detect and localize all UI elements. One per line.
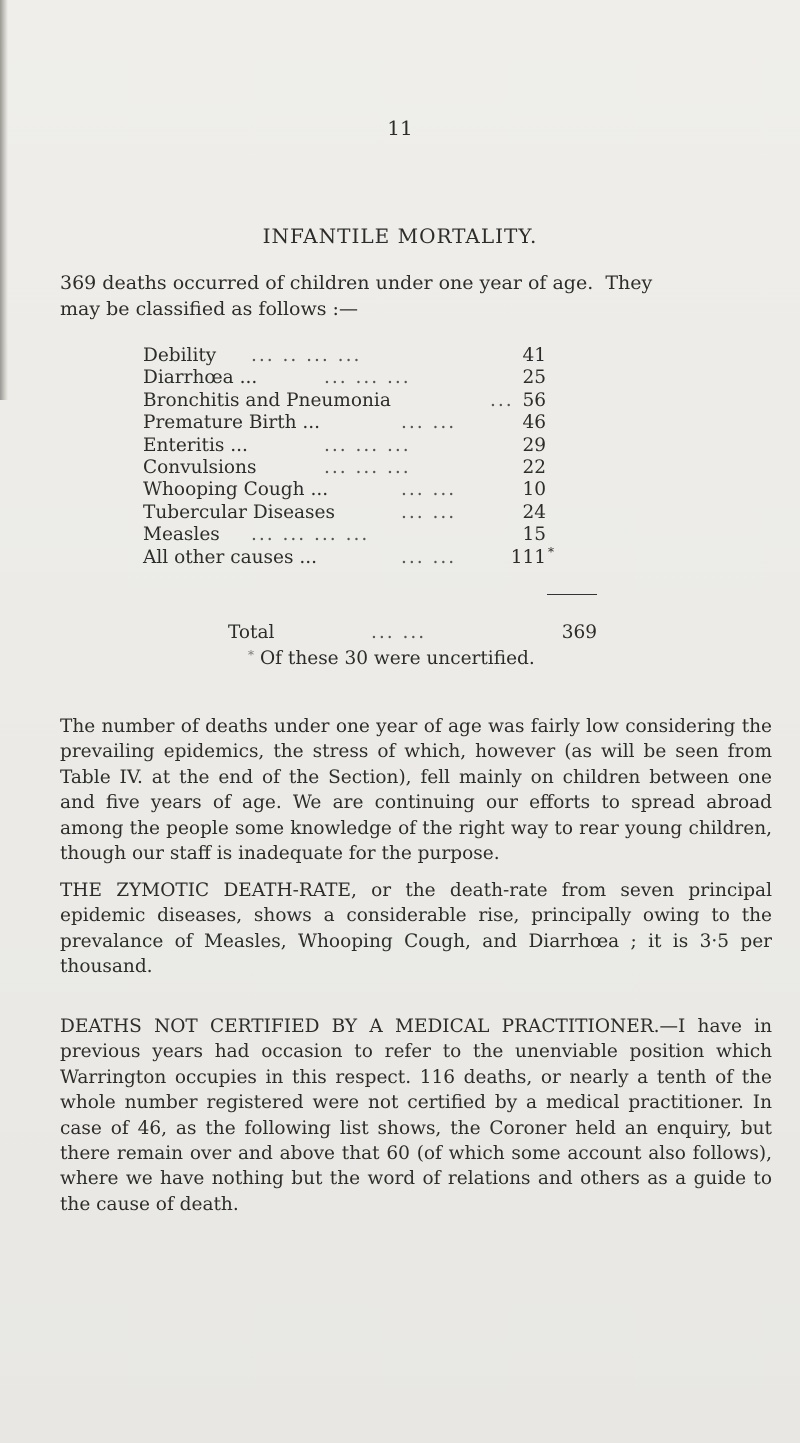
leader-dots: ... ... ... ... <box>251 524 370 546</box>
total-label: Total <box>228 622 275 643</box>
cause-label: Premature Birth ... <box>143 412 321 434</box>
cause-label: Measles <box>143 524 220 546</box>
footnote-mark: * <box>548 544 554 559</box>
cause-label: Convulsions <box>143 456 257 478</box>
table-row <box>143 345 603 367</box>
cause-count: 29 <box>522 434 546 456</box>
page-number: 11 <box>387 116 413 140</box>
paragraph-infant-deaths: The number of deaths under one year of age was fairly low considering the prevailing epidemics, the stress of which, however (as will be seen from Table IV. at the end of the Section), fell mainly on children between one and five years of age. We are continuing our efforts to spread abroad among the people some knowledge of the right way to rear young children, though our staff is inadequate for the purpose. <box>60 716 772 865</box>
leader-dots: ... ... <box>401 501 457 523</box>
cause-count: 56 <box>522 389 546 411</box>
table-row <box>143 479 603 501</box>
page-edge-shadow <box>0 0 8 400</box>
cause-count: 22 <box>522 456 546 478</box>
leader-dots: ... <box>490 389 514 411</box>
table-row <box>143 367 603 389</box>
total-rule <box>547 594 597 595</box>
intro-text <box>60 270 780 322</box>
leader-dots: ... ... <box>371 622 427 643</box>
paragraph-uncertified-deaths: DEATHS NOT CERTIFIED BY A MEDICAL PRACTITIONER.—I have in previous years had occasion to refer to the unenviable position which Warrington occupies in this respect. 116 deaths, or nearly a tenth of the whole number registered were not certified by a medical practitioner. In case of 46, as the following list shows, the Coroner held an enquiry, but there remain over and above that 60 (of which some account also follows), where we have nothing but the word of relations and others as a guide to the cause of death. <box>60 1016 772 1215</box>
table-row <box>143 412 603 434</box>
cause-label: Enteritis ... <box>143 434 248 456</box>
cause-label: Bronchitis and Pneumonia <box>143 389 391 411</box>
leader-dots: ... ... ... <box>324 434 411 456</box>
table-row <box>143 457 603 479</box>
cause-count: 25 <box>522 367 546 389</box>
table-row <box>143 435 603 457</box>
cause-count: 10 <box>522 479 546 501</box>
leader-dots: ... ... <box>401 412 457 434</box>
cause-label: Diarrhœa ... <box>143 367 258 389</box>
table-row <box>143 544 603 569</box>
table-row <box>143 524 603 546</box>
causes-of-death-table <box>143 345 603 569</box>
footnote-mark: * <box>248 648 254 662</box>
intro-line-1: 369 deaths occurred of children under one year of age. They <box>60 272 653 294</box>
cause-label: All other causes ... <box>143 546 317 568</box>
cause-count: 46 <box>522 412 546 434</box>
leader-dots: ... ... ... <box>324 367 411 389</box>
leader-dots: ... ... ... <box>324 456 411 478</box>
leader-dots: ... ... <box>401 479 457 501</box>
table-row <box>143 390 603 412</box>
section-title: INFANTILE MORTALITY. <box>262 224 538 248</box>
table-row <box>143 502 603 524</box>
cause-count: 24 <box>522 501 546 523</box>
cause-count: 15 <box>522 524 546 546</box>
leader-dots: ... .. ... ... <box>251 345 362 366</box>
footnote <box>248 648 535 669</box>
cause-count: 41 <box>522 345 546 366</box>
footnote-text: Of these 30 were uncertified. <box>260 648 535 669</box>
cause-label: Debility <box>143 345 217 366</box>
cause-label: Tubercular Diseases <box>143 501 335 523</box>
leader-dots: ... ... <box>401 546 457 568</box>
cause-label: Whooping Cough ... <box>143 479 329 501</box>
total-count: 369 <box>561 622 597 643</box>
cause-count: 111 <box>510 546 546 568</box>
paragraph-zymotic-death-rate: THE ZYMOTIC DEATH-RATE, or the death-rate from seven principal epidemic diseases, shows a considerable rise, principally owing to the prevalance of Measles, Whooping Cough, and Diarrhœa ; it is 3·5 per thousand. <box>60 880 772 978</box>
intro-line-2: may be classified as follows :— <box>60 298 358 320</box>
